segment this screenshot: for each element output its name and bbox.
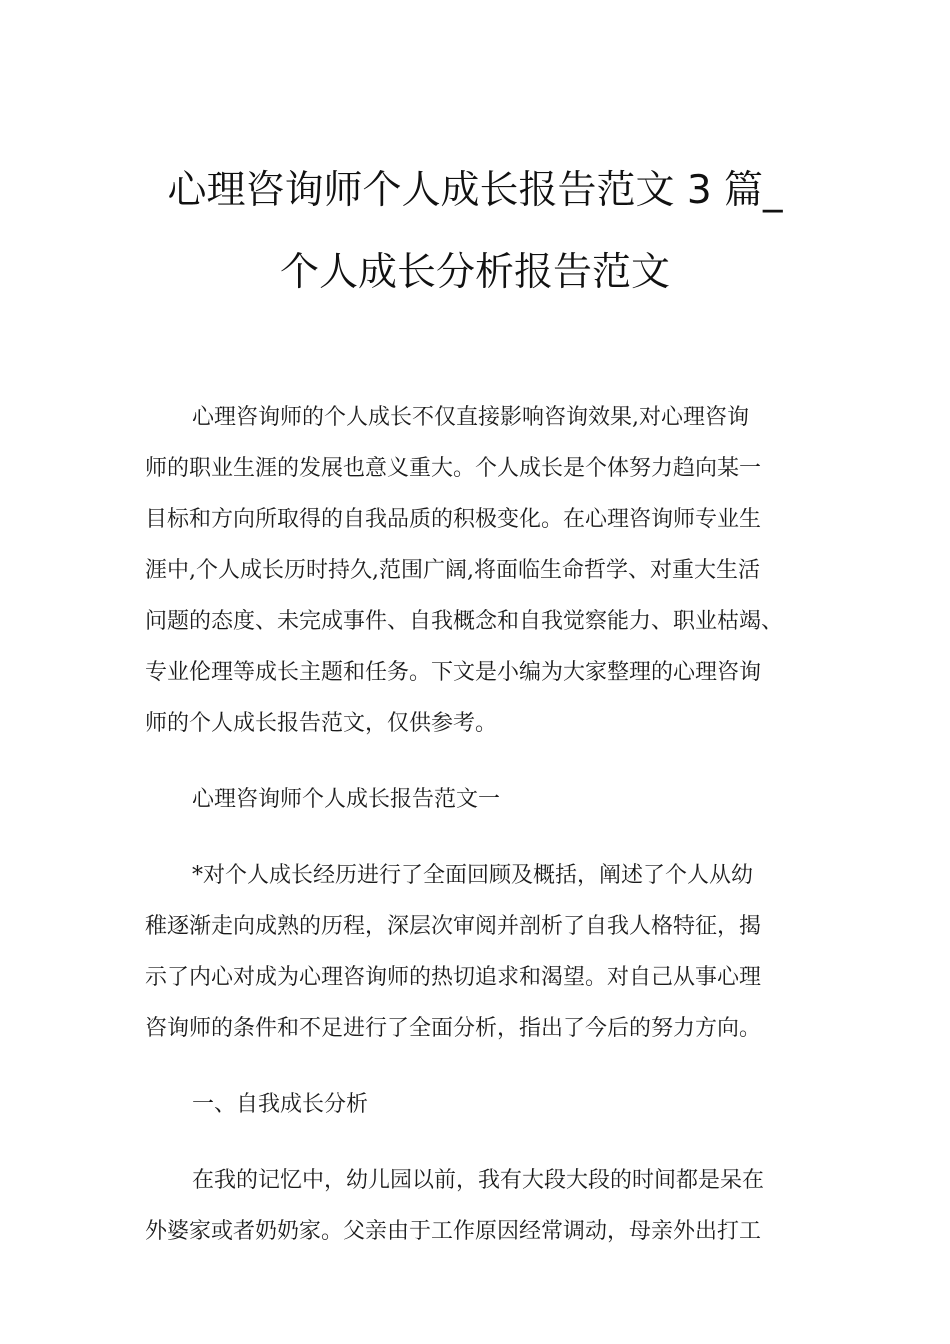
paragraph-line: 心理咨询师个人成长报告范文一	[192, 787, 501, 812]
paragraph-intro	[145, 392, 808, 749]
paragraph-line: 外婆家或者奶奶家。父亲由于工作原因经常调动，母亲外出打工	[145, 1219, 762, 1244]
paragraph-line: *对个人成长经历进行了全面回顾及概括，阐述了个人从幼	[192, 863, 754, 888]
paragraph-spacer	[145, 749, 808, 774]
paragraph-line: 问题的态度、未完成事件、自我概念和自我觉察能力、职业枯竭、	[145, 609, 784, 634]
document-body	[145, 392, 808, 1257]
title-line-1: 心理咨询师个人成长报告范文 3 篇_	[167, 168, 783, 213]
paragraph-line: 目标和方向所取得的自我品质的积极变化。在心理咨询师专业生	[145, 507, 762, 532]
title-line-2: 个人成长分析报告范文	[279, 250, 670, 295]
paragraph-line: 师的个人成长报告范文，仅供参考。	[145, 711, 498, 736]
paragraph-summary	[145, 850, 808, 1054]
paragraph-line: 一、自我成长分析	[192, 1092, 369, 1117]
paragraph-spacer	[145, 1130, 808, 1155]
paragraph-spacer	[145, 1054, 808, 1079]
section-heading-sample-one	[145, 774, 808, 825]
document-title	[100, 150, 850, 314]
paragraph-line: 咨询师的条件和不足进行了全面分析，指出了今后的努力方向。	[145, 1016, 762, 1041]
paragraph-line: 在我的记忆中，幼儿园以前，我有大段大段的时间都是呆在	[192, 1168, 765, 1193]
paragraph-line: 稚逐渐走向成熟的历程，深层次审阅并剖析了自我人格特征，揭	[145, 914, 762, 939]
paragraph-memory	[145, 1155, 808, 1257]
subsection-heading-self-growth	[145, 1079, 808, 1130]
paragraph-line: 涯中,个人成长历时持久,范围广阔,将面临生命哲学、对重大生活	[145, 558, 760, 583]
paragraph-line: 专业伦理等成长主题和任务。下文是小编为大家整理的心理咨询	[145, 660, 762, 685]
paragraph-line: 示了内心对成为心理咨询师的热切追求和渴望。对自己从事心理	[145, 965, 762, 990]
paragraph-line: 师的职业生涯的发展也意义重大。个人成长是个体努力趋向某一	[145, 456, 762, 481]
paragraph-spacer	[145, 825, 808, 850]
paragraph-line: 心理咨询师的个人成长不仅直接影响咨询效果,对心理咨询	[192, 405, 749, 430]
